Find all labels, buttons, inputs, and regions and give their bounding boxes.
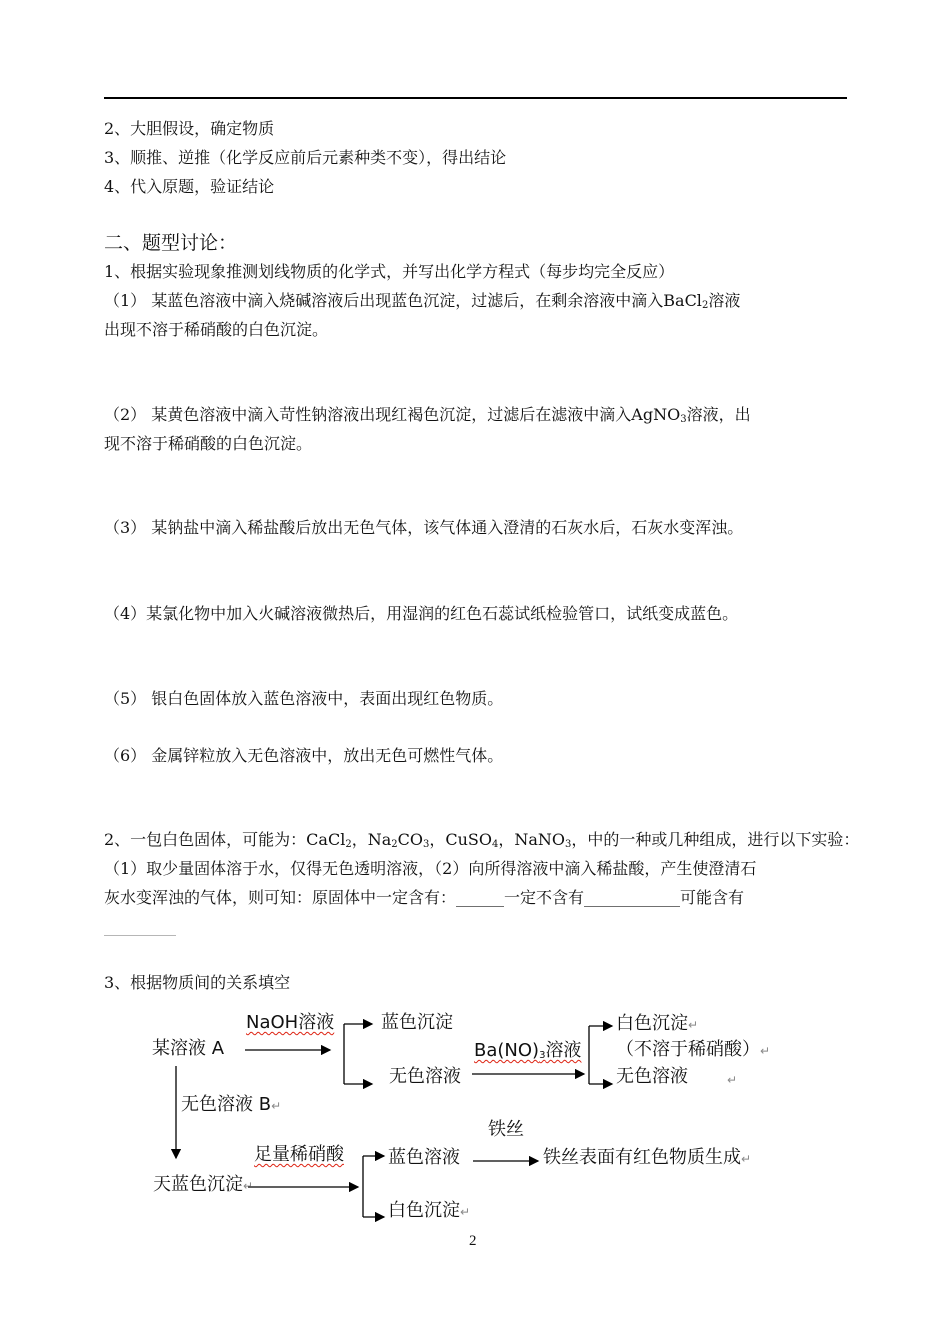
q1-p4: （4）某氯化物中加入火碱溶液微热后，用湿润的红色石蕊试纸检验管口，试纸变成蓝色。 [104,604,739,623]
white-precipitate: 白色沉淀↵ [616,1013,699,1034]
colorless-solution-2: 无色溶液 [616,1066,688,1087]
blue-solution: 蓝色溶液 [388,1147,460,1168]
blue-precipitate: 蓝色沉淀 [381,1012,453,1033]
light-blue-precipitate: 天蓝色沉淀↵ [153,1174,254,1195]
q1-p2-line2: 现不溶于稀硝酸的白色沉淀。 [104,434,313,453]
q1-p1-line1: （1） 某蓝色溶液中滴入烧碱溶液后出现蓝色沉淀，过滤后，在剩余溶液中滴入BaCl$_2$溶液 [104,291,741,311]
q1-p5: （5） 银白色固体放入蓝色溶液中，表面出现红色物质。 [104,689,504,708]
step-2: 2、大胆假设，确定物质 [104,119,275,138]
q1-intro: 1、根据实验现象推测划线物质的化学式，并写出化学方程式（每步均完全反应） [104,262,675,281]
q3-title: 3、根据物质间的关系填空 [104,973,291,992]
q2-line1: 2、一包白色固体，可能为：CaCl$_2$，$Na_2CO_3$，CuSO$_4$，NaNO$_3$，中的一种或几种组成，进行以下实验： [104,830,860,850]
step-3: 3、顺推、逆推（化学反应前后元素种类不变），得出结论 [104,148,507,167]
iron-wire-label: 铁丝 [488,1119,524,1140]
barium-nitrate-label: $Ba(NO)_3$溶液 [474,1040,582,1061]
step-4: 4、代入原题，验证结论 [104,177,275,196]
page-number: 2 [469,1233,477,1249]
insoluble-note: （不溶于稀硝酸）↵ [616,1039,771,1060]
q2-line4-blank: _________ [104,917,176,936]
q2-line2: （1）取少量固体溶于水，仅得无色透明溶液，（2）向所得溶液中滴入稀盐酸，产生使澄清石 [104,859,757,878]
colorless-solution-b: 无色溶液 B↵ [181,1094,282,1115]
section-title: 二、题型讨论： [104,232,238,254]
white-precipitate-2: 白色沉淀↵ [388,1200,471,1221]
colorless-solution: 无色溶液 [389,1066,461,1087]
q1-p6: （6） 金属锌粒放入无色溶液中，放出无色可燃性气体。 [104,746,504,765]
nitric-acid-label: 足量稀硝酸 [254,1144,344,1165]
solution-a: 某溶液 A [152,1038,225,1059]
q1-p2-line1: （2） 某黄色溶液中滴入苛性钠溶液出现红褐色沉淀，过滤后在滤液中滴入AgNO$_3$溶液，出 [104,405,751,425]
q1-p1-line2: 出现不溶于稀硝酸的白色沉淀。 [104,320,329,339]
q2-line3: 灰水变浑浊的气体，则可知：原固体中一定含有：______一定不含有____________可能含有 [104,888,745,907]
q1-p3: （3） 某钠盐中滴入稀盐酸后放出无色气体，该气体通入澄清的石灰水后，石灰水变浑浊。 [104,518,744,537]
naoh-label: NaOH溶液 [246,1012,335,1033]
iron-result: 铁丝表面有红色物质生成↵ [543,1147,752,1168]
paragraph-mark: ↵ [727,1073,738,1087]
